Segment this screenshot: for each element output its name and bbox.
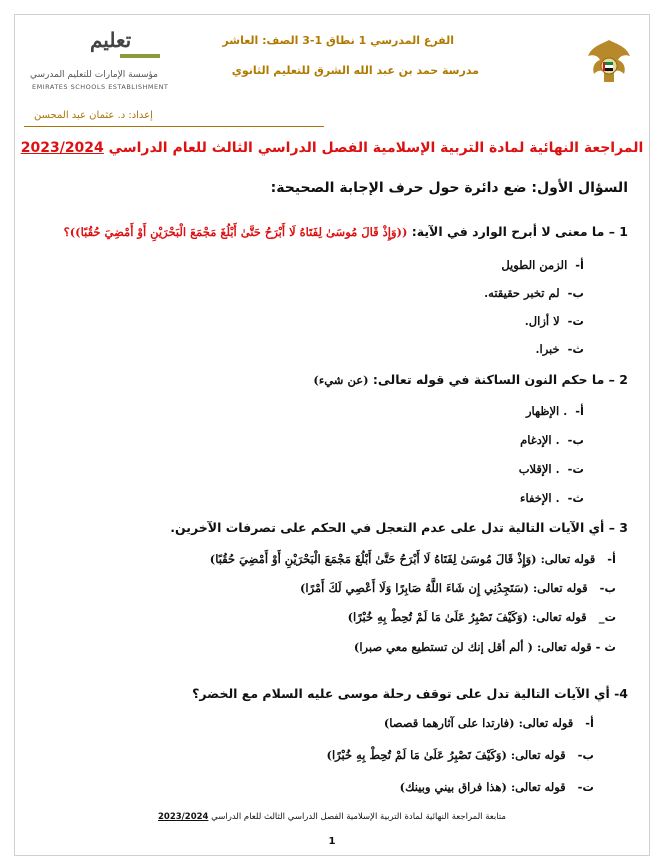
page-footer xyxy=(0,812,664,822)
uae-emblem-icon xyxy=(584,36,634,90)
q3-option-c[interactable]: ت_ قوله تعالى: (وَكَيْفَ تَصْبِرُ عَلَىٰ مَا لَمْ تُحِطْ بِهِ خُبْرًا) xyxy=(347,610,616,624)
q1-option-a[interactable]: أ- الزمن الطويل xyxy=(501,258,584,272)
question-prefix: 3 – أي الآيات التالية تدل على عدم التعجل في الحكم على تصرفات الآخرين. xyxy=(170,520,628,535)
question-prefix: 2 – ما حكم النون الساكنة في قوله تعالى: xyxy=(368,372,628,387)
preparer-label: إعداد: د. عثمان عبد المحسن xyxy=(34,110,153,121)
q4-option-c[interactable]: ت- قوله تعالى: (هذا فراق بيني وبينك) xyxy=(399,780,594,794)
q4-option-a[interactable]: أ- قوله تعالى: (فارتدا على آثارهما قصصا) xyxy=(383,716,594,730)
logo-subtitle: مؤسسة الإمارات للتعليم المدرسي xyxy=(30,70,158,80)
question-2 xyxy=(313,372,628,387)
question-4 xyxy=(192,686,628,701)
section-title: السؤال الأول: ضع دائرة حول حرف الإجابة الصحيحة: xyxy=(270,180,628,196)
title-year: 2023/2024 xyxy=(20,140,104,156)
question-verse: ((وَإِذْ قَالَ مُوسَىٰ لِفَتَاهُ لَا أَبْرَحُ حَتَّىٰ أَبْلُغَ مَجْمَعَ الْبَحْرَيْنِ أَوْ أَمْضِيَ حُقُبًا))؟ xyxy=(63,225,408,239)
question-1 xyxy=(64,224,628,239)
school-name: مدرسة حمد بن عبد الله الشرق للتعليم الثانوي xyxy=(231,64,479,77)
question-prefix: 4- أي الآيات التالية تدل على توقف رحلة موسى عليه السلام مع الخضر؟ xyxy=(192,686,628,701)
document-title xyxy=(0,140,664,156)
logo-english: EMIRATES SCHOOLS ESTABLISHMENT xyxy=(32,83,169,91)
q1-option-d[interactable]: ث- خبرا. xyxy=(535,342,584,356)
q2-option-a[interactable]: أ- . الإظهار xyxy=(525,404,584,418)
footer-text: متابعة المراجعة النهائية لمادة التربية الإسلامية الفصل الدراسي الثالث للعام الدراسي xyxy=(211,812,506,822)
q2-option-b[interactable]: ب- . الإدغام xyxy=(520,433,584,447)
title-text: المراجعة النهائية لمادة التربية الإسلامية الفصل الدراسي الثالث للعام الدراسي xyxy=(108,140,644,156)
question-prefix: 1 – ما معنى لا أبرح الوارد في الآية: xyxy=(407,224,628,239)
question-3 xyxy=(170,520,628,535)
q1-option-c[interactable]: ت- لا أزال. xyxy=(524,314,584,328)
footer-year: 2023/2024 xyxy=(158,812,209,822)
q3-option-d[interactable]: ث - قوله تعالى: ( ألم أقل إنك لن تستطيع معي صبرا) xyxy=(353,640,616,654)
header-divider xyxy=(24,126,324,127)
logo-accent-bar xyxy=(120,54,160,58)
logo-wordmark: تعليم xyxy=(90,28,132,52)
q3-option-b[interactable]: ب- قوله تعالى: (سَتَجِدُنِي إِن شَاءَ اللَّهُ صَابِرًا وَلَا أَعْصِي لَكَ أَمْرًا) xyxy=(299,581,616,595)
q1-option-b[interactable]: ب- لم تخبر حقيقته. xyxy=(484,286,584,300)
q2-option-c[interactable]: ت- . الإقلاب xyxy=(518,462,584,476)
q3-option-a[interactable]: أ- قوله تعالى: (وَإِذْ قَالَ مُوسَىٰ لِفَتَاهُ لَا أَبْرَحُ حَتَّىٰ أَبْلُغَ مَجْمَعَ الْبَحْرَيْنِ أَوْ أَمْضِيَ حُقُبًا) xyxy=(209,552,616,566)
q4-option-b[interactable]: ب- قوله تعالى: (وَكَيْفَ تَصْبِرُ عَلَىٰ مَا لَمْ تُحِطْ بِهِ خُبْرًا) xyxy=(326,748,594,762)
question-tail: (عن شيء) xyxy=(313,373,369,387)
q2-option-d[interactable]: ث- . الإخفاء xyxy=(520,491,584,505)
page-number: 1 xyxy=(328,836,336,847)
branch-line: الفرع المدرسي 1 نطاق 1-3 الصف: العاشر xyxy=(222,34,454,47)
